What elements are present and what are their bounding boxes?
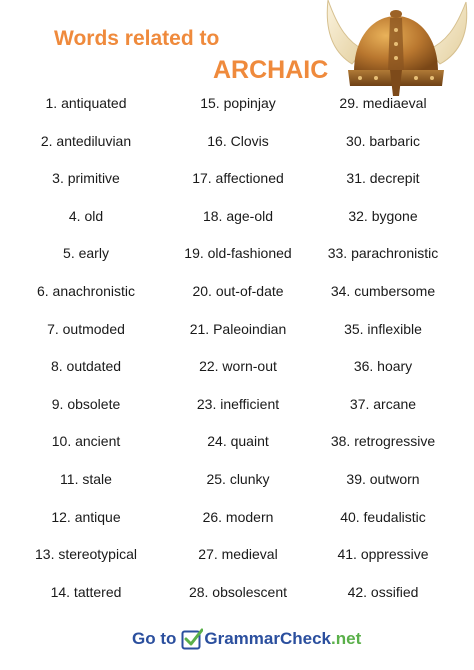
word-item: 32. bygone bbox=[348, 207, 418, 224]
word-item: 8. outdated bbox=[50, 358, 122, 375]
footer-brand bbox=[204, 629, 361, 649]
word-item: 22. worn-out bbox=[199, 358, 277, 375]
word-item: 28. obsolescent bbox=[188, 583, 288, 600]
word-item: 16. Clovis bbox=[207, 132, 269, 149]
word-item: 9. obsolete bbox=[51, 395, 121, 412]
word-column-3 bbox=[303, 85, 463, 611]
word-item: 34. cumbersome bbox=[330, 282, 436, 299]
word-item: 24. quaint bbox=[207, 433, 269, 450]
word-item: 4. old bbox=[68, 207, 104, 224]
footer-brand-main: GrammarCheck bbox=[204, 629, 332, 648]
word-item: 40. feudalistic bbox=[340, 508, 426, 525]
word-item: 38. retrogressive bbox=[330, 433, 436, 450]
viking-helmet-icon bbox=[318, 0, 474, 96]
word-item: 10. ancient bbox=[51, 433, 121, 450]
word-item: 15. popinjay bbox=[200, 95, 276, 111]
word-item: 17. affectioned bbox=[192, 170, 284, 187]
word-item: 36. hoary bbox=[353, 358, 413, 375]
word-item: 31. decrepit bbox=[346, 170, 420, 187]
page-title-keyword: ARCHAIC bbox=[213, 56, 329, 84]
footer-brand-suffix: .net bbox=[331, 629, 362, 648]
word-item: 35. inflexible bbox=[344, 320, 422, 337]
word-item: 13. stereotypical bbox=[35, 546, 137, 563]
word-item: 21. Paleoindian bbox=[189, 320, 287, 337]
word-item: 7. outmoded bbox=[47, 320, 125, 337]
footer-link[interactable] bbox=[132, 625, 361, 653]
word-item: 20. out-of-date bbox=[192, 282, 284, 299]
word-item: 29. mediaeval bbox=[339, 95, 427, 111]
word-item: 26. modern bbox=[202, 508, 274, 525]
checkmark-box-icon bbox=[181, 628, 203, 650]
page-title-line1: Words related to bbox=[54, 27, 220, 50]
word-item: 23. inefficient bbox=[196, 395, 280, 412]
word-item: 1. antiquated bbox=[45, 95, 127, 111]
word-item: 2. antediluvian bbox=[40, 132, 132, 149]
word-item: 42. ossified bbox=[347, 583, 419, 600]
word-item: 18. age-old bbox=[202, 207, 274, 224]
word-item: 33. parachronistic bbox=[327, 245, 439, 262]
word-item: 5. early bbox=[63, 245, 109, 262]
footer-prefix: Go to bbox=[132, 629, 177, 648]
word-column-1 bbox=[6, 85, 166, 611]
word-item: 14. tattered bbox=[50, 583, 122, 600]
word-item: 27. medieval bbox=[198, 546, 278, 563]
word-column-2 bbox=[158, 85, 318, 611]
word-item: 11. stale bbox=[60, 470, 112, 487]
word-item: 37. arcane bbox=[349, 395, 417, 412]
word-item: 25. clunky bbox=[206, 470, 270, 487]
word-item: 39. outworn bbox=[346, 470, 420, 487]
word-item: 6. anachronistic bbox=[36, 282, 136, 299]
word-item: 12. antique bbox=[51, 508, 121, 525]
word-item: 30. barbaric bbox=[346, 132, 420, 149]
word-item: 41. oppressive bbox=[337, 546, 429, 563]
word-item: 3. primitive bbox=[52, 170, 120, 187]
word-item: 19. old-fashioned bbox=[184, 245, 292, 262]
